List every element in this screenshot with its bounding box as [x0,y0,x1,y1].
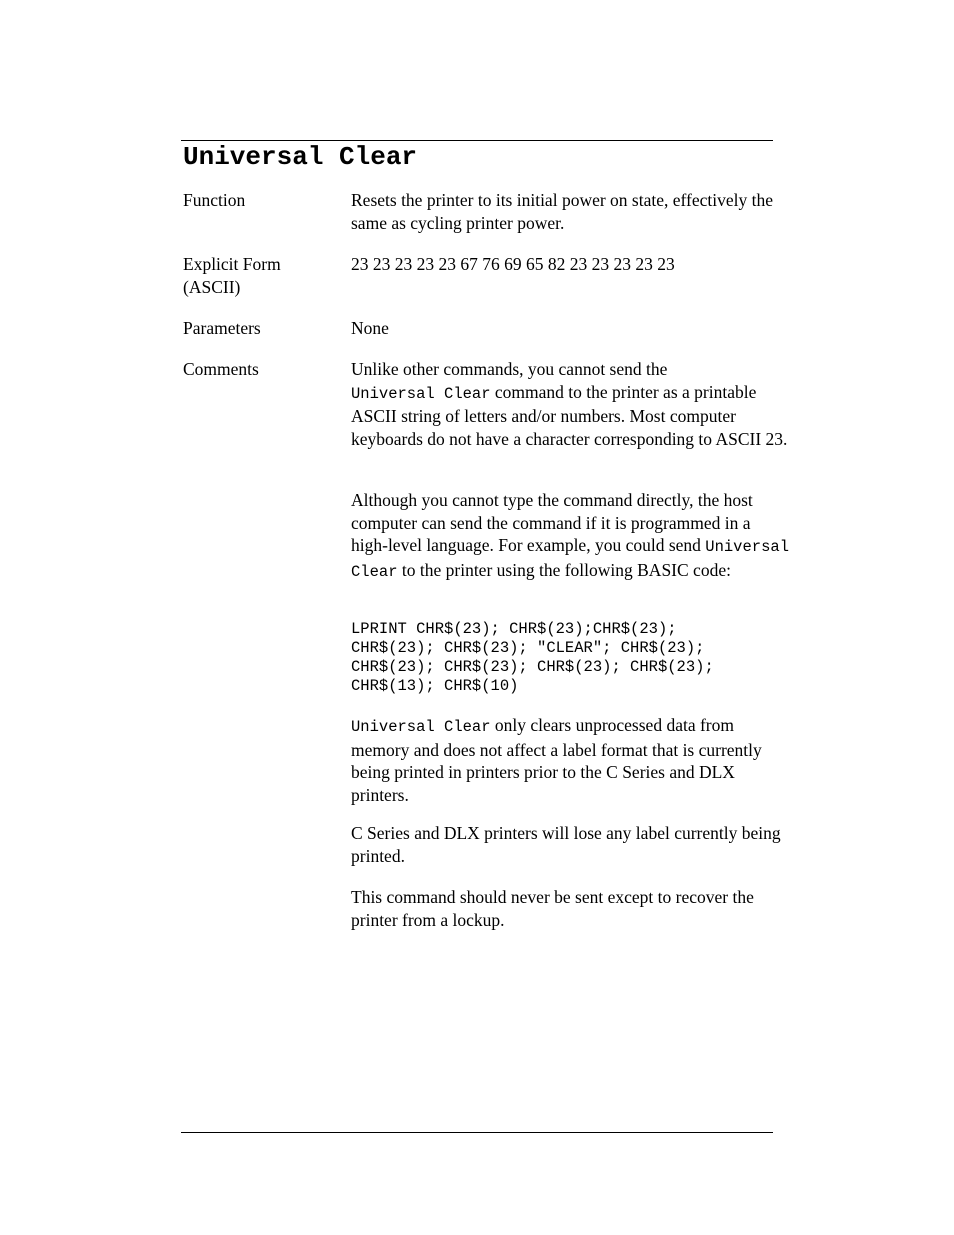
basic-code-block [351,620,791,696]
code-line: CHR$(23); CHR$(23); CHR$(23); CHR$(23); [351,658,714,676]
comments-paragraph-4: C Series and DLX printers will lose any label currently being printed. [351,823,781,866]
function-label: Function [183,190,246,210]
comments-paragraph-5: This command should never be sent except to recover the printer from a lockup. [351,887,754,930]
page-title: Universal Clear [183,142,418,172]
comments-label: Comments [183,359,259,379]
explicit-form-label-line1: Explicit Form [183,254,281,274]
code-line: LPRINT CHR$(23); CHR$(23);CHR$(23); [351,620,677,638]
comments-p1-text-b: command to the printer as a printable ASCII string of letters and/or numbers. Most computer keyboards do not have a character corresponding to ASCII 23. [351,381,788,449]
bottom-rule [181,1132,773,1133]
comments-p2-text-a: Although you cannot type the command directly, the host computer can send the command if it is programmed in a high-level language. For example, you could send [351,490,753,555]
comments-p3-text-b: only clears unprocessed data from memory and does not affect a label format that is currently being printed in printers prior to the C Series and DLX printers. [351,715,762,805]
comments-paragraph-1 [351,358,791,450]
function-text: Resets the printer to its initial power on state, effectively the same as cycling printer power. [351,190,773,233]
explicit-form-text: 23 23 23 23 23 67 76 69 65 82 23 23 23 23 23 [351,254,675,274]
comments-p2-text-b: to the printer using the following BASIC code: [397,559,731,580]
explicit-form-label [183,253,281,298]
parameters-label: Parameters [183,318,261,338]
comments-paragraph-2 [351,489,791,583]
comments-p1-text-a: Unlike other commands, you cannot send the [351,359,668,379]
comments-p1-command: Universal Clear [351,384,491,403]
explicit-form-label-line2: (ASCII) [183,276,241,297]
code-line: CHR$(23); CHR$(23); "CLEAR"; CHR$(23); [351,639,705,657]
parameters-text: None [351,318,389,338]
comments-p3-command: Universal Clear [351,718,491,736]
comments-paragraph-3 [351,714,791,806]
code-line: CHR$(13); CHR$(10) [351,677,519,695]
comments-p2-command: Universal Clear [351,538,789,581]
